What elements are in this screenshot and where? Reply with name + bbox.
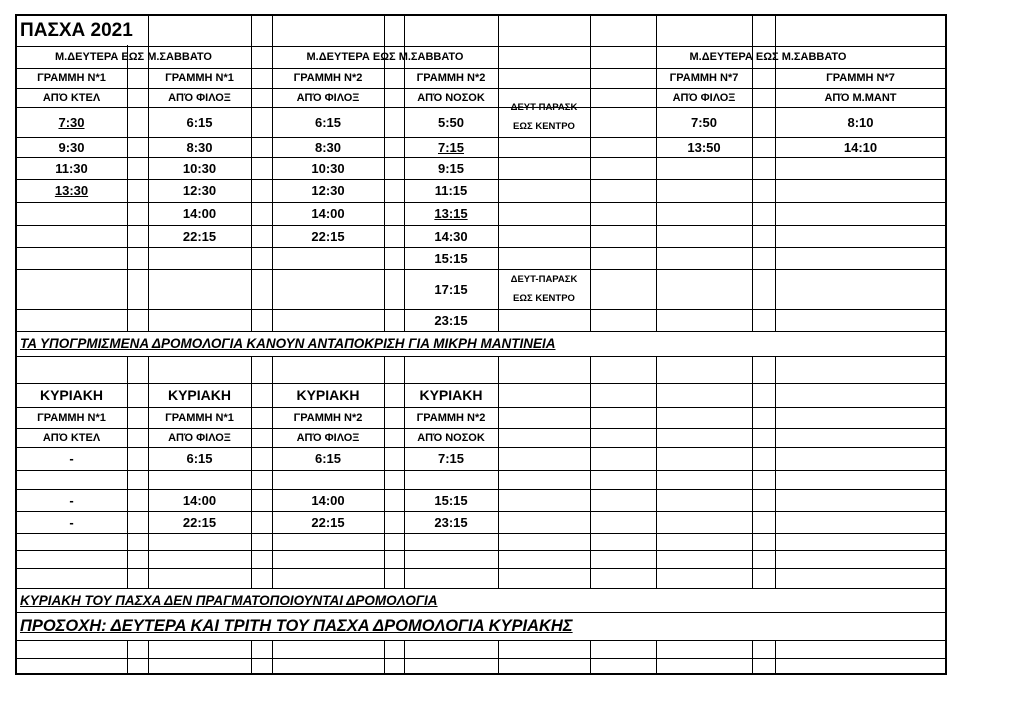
route-line-header: ΓΡΑΜΜΗ Ν*1	[165, 72, 234, 84]
departure-time: 8:10	[847, 114, 874, 130]
departure-time: 6:15	[314, 114, 342, 130]
departure-time: 10:30	[182, 160, 217, 176]
departure-time: 11:30	[55, 160, 88, 176]
route-origin-header: ΑΠΌ ΦΙΛΟΞ	[168, 91, 231, 104]
departure-time: 14:10	[843, 139, 878, 155]
departure-time: -	[69, 492, 74, 508]
route-origin-header: ΑΠΌ ΝΟΣΟΚ	[417, 91, 485, 104]
departure-time: -	[69, 451, 74, 466]
route-note	[498, 269, 590, 309]
departure-time: 8:30	[186, 139, 213, 155]
departure-time: 8:30	[314, 139, 342, 155]
route-origin-header: ΑΠΌ ΚΤΕΛ	[42, 91, 101, 104]
departure-time: 5:50	[437, 114, 465, 130]
route-note-line1: ΔΕΥΤ-ΠΑΡΑΣΚ	[510, 102, 578, 113]
departure-time: 13:15	[434, 206, 468, 221]
route-line-header: ΓΡΑΜΜΗ Ν*1	[37, 411, 106, 424]
route-origin-header: ΑΠΌ ΦΙΛΟΞ	[296, 91, 360, 104]
route-origin-header: ΑΠΌ ΦΙΛΟΞ	[168, 431, 231, 444]
departure-time: 10:30	[311, 160, 345, 176]
route-line-header: ΓΡΑΜΜΗ Ν*2	[293, 411, 363, 424]
route-line-header: ΓΡΑΜΜΗ Ν*2	[416, 411, 486, 424]
page-title: ΠΑΣΧΑ 2021	[20, 19, 133, 41]
sunday-day-header: ΚΥΡΙΑΚΗ	[419, 387, 483, 403]
departure-time: 6:15	[186, 451, 213, 466]
departure-time: -	[69, 514, 74, 530]
departure-time: 6:15	[186, 114, 213, 130]
departure-time: 14:00	[182, 492, 217, 508]
route-note-line2: ΕΩΣ ΚΕΝΤΡΟ	[513, 121, 575, 132]
route-note-line1: ΔΕΥΤ-ΠΑΡΑΣΚ	[510, 274, 578, 285]
route-line-header: ΓΡΑΜΜΗ Ν*7	[826, 72, 895, 84]
departure-time: 9:30	[58, 139, 85, 155]
departure-time: 14:00	[182, 206, 217, 221]
easter-sunday-notice: ΚΥΡΙΑΚΗ ΤΟΥ ΠΑΣΧΑ ΔΕΝ ΠΡΑΓΜΑΤΟΠΟΙΟΥΝΤΑΙ ΔΡΟΜΟΛΟΓΙΑ	[20, 592, 438, 608]
route-origin-header: ΑΠΌ Μ.ΜΑΝΤ	[824, 91, 897, 104]
departure-time: 22:15	[311, 228, 345, 244]
departure-time: 15:15	[434, 250, 468, 266]
departure-time: 13:30	[54, 183, 89, 198]
group-header-weekday-3: Μ.ΔΕΥΤΕΡΑ ΕΩΣ Μ.ΣΑΒΒΑΤΟ	[689, 51, 847, 63]
route-line-header: ΓΡΑΜΜΗ Ν*7	[669, 72, 739, 84]
departure-time: 22:15	[182, 228, 217, 244]
departure-time: 7:30	[58, 114, 85, 130]
departure-time: 7:50	[690, 114, 718, 130]
departure-time: 12:30	[311, 183, 345, 198]
route-line-header: ΓΡΑΜΜΗ Ν*1	[37, 72, 106, 84]
route-line-header: ΓΡΑΜΜΗ Ν*2	[416, 72, 486, 84]
departure-time: 11:15	[434, 183, 468, 198]
departure-time: 12:30	[182, 183, 217, 198]
route-origin-header: ΑΠΌ ΚΤΕΛ	[42, 431, 101, 444]
departure-time: 17:15	[434, 281, 468, 297]
group-header-weekday-1: Μ.ΔΕΥΤΕΡΑ ΕΩΣ Μ.ΣΑΒΒΑΤΟ	[55, 51, 212, 63]
route-line-header: ΓΡΑΜΜΗ Ν*1	[165, 411, 234, 424]
route-line-header: ΓΡΑΜΜΗ Ν*2	[293, 72, 363, 84]
departure-time: 14:00	[311, 492, 345, 508]
sunday-day-header: ΚΥΡΙΑΚΗ	[167, 387, 231, 403]
departure-time: 22:15	[311, 514, 345, 530]
route-origin-header: ΑΠΌ ΦΙΛΟΞ	[296, 431, 360, 444]
route-origin-header: ΑΠΌ ΦΙΛΟΞ	[672, 91, 736, 104]
departure-time: 7:15	[437, 451, 465, 466]
departure-time: 9:15	[437, 160, 465, 176]
group-header-weekday-2: Μ.ΔΕΥΤΕΡΑ ΕΩΣ Μ.ΣΑΒΒΑΤΟ	[306, 51, 464, 63]
route-note	[498, 97, 590, 137]
easter-monday-tuesday-notice: ΠΡΟΣΟΧΗ: ΔΕΥΤΕΡΑ ΚΑΙ ΤΡΙΤΗ ΤΟΥ ΠΑΣΧΑ ΔΡΟΜΟΛΟΓΙΑ ΚΥΡΙΑΚΗΣ	[20, 616, 573, 635]
route-note-line2: ΕΩΣ ΚΕΝΤΡΟ	[513, 293, 575, 304]
underlined-routes-note: ΤΑ ΥΠΟΓΡΜΙΣΜΕΝΑ ΔΡΟΜΟΛΟΓΙΑ ΚΑΝΟΥΝ ΑΝΤΑΠΟΚΡΙΣΗ ΓΙΑ ΜΙΚΡΗ ΜΑΝΤΙΝΕΙΑ	[20, 336, 556, 351]
sunday-day-header: ΚΥΡΙΑΚΗ	[296, 387, 360, 403]
departure-time: 22:15	[182, 514, 217, 530]
departure-time: 7:15	[437, 139, 465, 155]
departure-time: 15:15	[434, 492, 468, 508]
route-origin-header: ΑΠΌ ΝΟΣΟΚ	[417, 431, 485, 444]
departure-time: 14:00	[311, 206, 345, 221]
sunday-day-header: ΚΥΡΙΑΚΗ	[39, 387, 103, 403]
departure-time: 14:30	[434, 228, 468, 244]
departure-time: 23:15	[434, 514, 468, 530]
departure-time: 6:15	[314, 451, 342, 466]
departure-time: 23:15	[434, 312, 468, 328]
departure-time: 13:50	[687, 139, 721, 155]
